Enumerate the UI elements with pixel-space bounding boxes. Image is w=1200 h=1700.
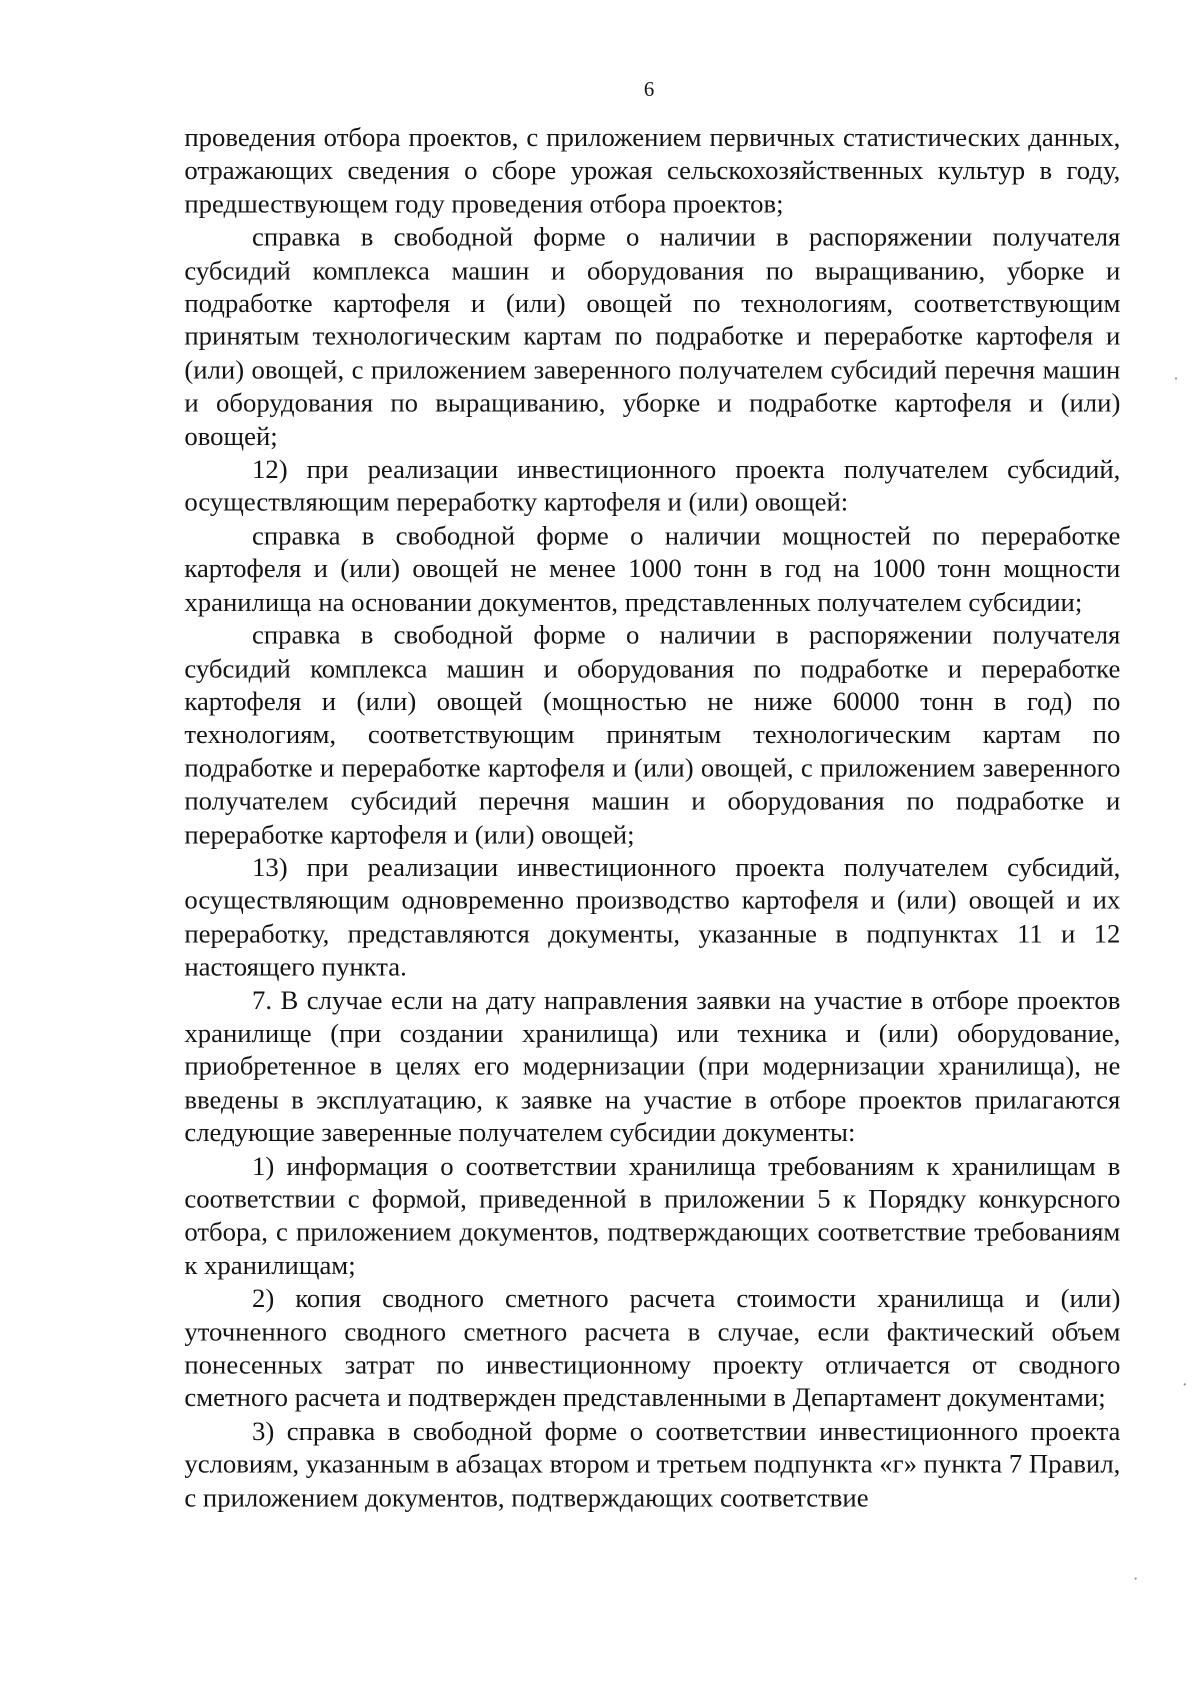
paragraph: справка в свободной форме о наличии в распоряжении получателя субсидий комплекса машин и оборудования по подработке и переработке картофеля и (или) овощей (мощностью не ниже 60000 тонн в год) по технологиям, соответствующим принятым технологическим картам по подработке и переработке картофеля и (или) овощей, с приложением заверенного получателем субсидий перечня машин и оборудования по подработке и переработке картофеля и (или) овощей; [184, 620, 1121, 850]
scan-speck [1135, 1577, 1137, 1579]
paragraph: справка в свободной форме о наличии в распоряжении получателя субсидий комплекса машин и оборудования по выращиванию, уборке и подработке картофеля и (или) овощей по технологиям, соответствующим принятым технологическим картам по подработке и переработке картофеля и (или) овощей, с приложением заверенного получателем субсидий перечня машин и оборудования по выращиванию, уборке и подработке картофеля и (или) овощей; [184, 222, 1121, 452]
paragraph: 2) копия сводного сметного расчета стоимости хранилища и (или) уточненного сводного сметного расчета в случае, если фактический объем понесенных затрат по инвестиционному проекту отличается от сводного сметного расчета и подтвержден представленными в Департамент документами; [184, 1284, 1121, 1414]
scan-speck [1184, 1383, 1186, 1385]
paragraph: 1) информация о соответствии хранилища требованиям к хранилищам в соответствии с формой, приведенной в приложении 5 к Порядку конкурсного отбора, с приложением документов, подтверждающих соответствие требованиям к хранилищам; [184, 1151, 1121, 1281]
paragraph: 12) при реализации инвестиционного проекта получателем субсидий, осуществляющим переработку картофеля и (или) овощей: [184, 454, 1121, 518]
paragraph: 7. В случае если на дату направления заявки на участие в отборе проектов хранилище (при создании хранилища) или техника и (или) оборудование, приобретенное в целях его модернизации (при модернизации хранилища), не введены в эксплуатацию, к заявке на участие в отборе проектов прилагаются следующие заверенные получателем субсидии документы: [184, 985, 1121, 1148]
document-body [184, 122, 1120, 1515]
paragraph: 13) при реализации инвестиционного проекта получателем субсидий, осуществляющим одновременно производство картофеля и (или) овощей и их переработку, представляются документы, указанные в подпунктах 11 и 12 настоящего пункта. [184, 853, 1121, 982]
page-number: 6 [643, 78, 655, 102]
scan-speck [1175, 377, 1177, 379]
paragraph: справка в свободной форме о наличии мощностей по переработке картофеля и (или) овощей не менее 1000 тонн в год на 1000 тонн мощности хранилища на основании документов, представленных получателем субсидии; [184, 521, 1121, 618]
paragraph: 3) справка в свободной форме о соответствии инвестиционного проекта условиям, указанным в абзацах втором и третьем подпункта «г» пункта 7 Правил, с приложением документов, подтверждающих соответствие [184, 1416, 1121, 1513]
paragraph: проведения отбора проектов, с приложением первичных статистических данных, отражающих сведения о сборе урожая сельскохозяйственных культур в году, предшествующем году проведения отбора проектов; [184, 123, 1121, 220]
